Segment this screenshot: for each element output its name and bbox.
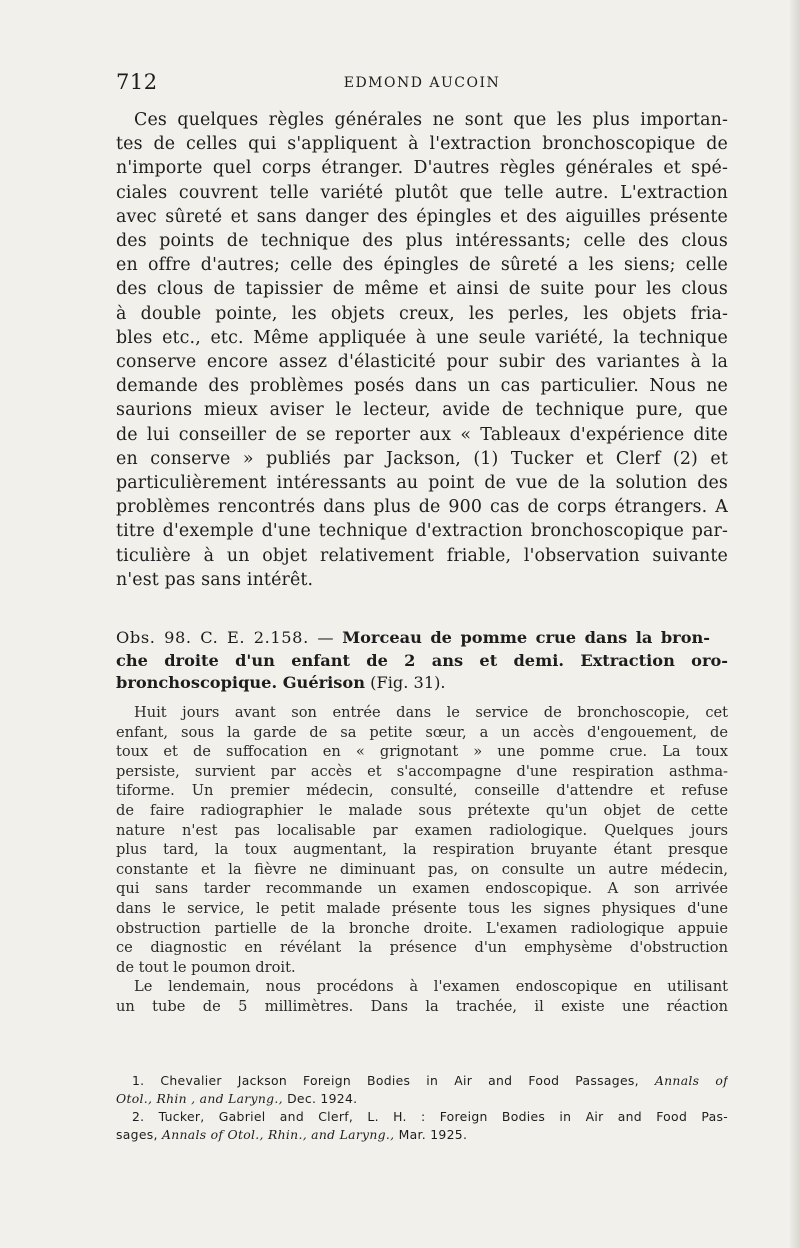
observation-title: Morceau de pomme crue dans la bron- xyxy=(342,628,710,647)
body-line: à double pointe, les objets creux, les perles, les objets fria- xyxy=(116,303,728,324)
body-line: en conserve » publiés par Jackson, (1) Tucker et Clerf (2) et xyxy=(116,448,728,469)
page-number: 712 xyxy=(116,70,158,94)
case-report xyxy=(116,703,728,1017)
observation-line xyxy=(116,627,710,650)
observation-ref: Obs. 98. C. E. 2.158. — xyxy=(116,628,335,647)
observation-heading xyxy=(116,627,728,695)
body-line: ticulière à un objet relativement friable, l'observation suivante xyxy=(116,545,728,566)
case-line: un tube de 5 millimètres. Dans la trachée, il existe une réaction xyxy=(116,997,728,1015)
observation-line: che droite d'un enfant de 2 ans et demi. Extraction oro- xyxy=(116,650,728,670)
figure-reference: (Fig. 31). xyxy=(370,673,446,692)
body-line: des clous de tapissier de même et ainsi de suite pour les clous xyxy=(116,279,728,300)
case-line: de tout le poumon droit. xyxy=(116,958,296,976)
case-line: tiforme. Un premier médecin, consulté, conseille d'attendre et refuse xyxy=(116,782,728,800)
body-line: en offre d'autres; celle des épingles de sûreté a les siens; celle xyxy=(116,255,728,276)
body-line: avec sûreté et sans danger des épingles et des aiguilles présente xyxy=(116,206,728,227)
running-head: EDMOND AUCOIN xyxy=(343,75,501,91)
footnote-2-cont: sages, Annals of Otol., Rhin., and Laryng., Mar. 1925. xyxy=(116,1127,468,1142)
footnote-1: 1. Chevalier Jackson Foreign Bodies in Air and Food Passages, Annals of xyxy=(132,1073,728,1088)
case-line: enfant, sous la garde de sa petite sœur, a un accès d'engouement, de xyxy=(116,723,728,741)
body-line: saurions mieux aviser le lecteur, avide de technique pure, que xyxy=(116,400,728,421)
body-line: ciales couvrent telle variété plutôt que telle autre. L'extraction xyxy=(116,182,728,203)
case-line: Huit jours avant son entrée dans le service de bronchoscopie, cet xyxy=(134,704,728,721)
case-line: toux et de suffocation en « grignotant » une pomme crue. La toux xyxy=(116,743,728,761)
case-line: plus tard, la toux augmentant, la respiration bruyante étant presque xyxy=(116,841,728,859)
body-line: titre d'exemple d'une technique d'extraction bronchoscopique par- xyxy=(116,521,728,542)
case-line: de faire radiographier le malade sous prétexte qu'un objet de cette xyxy=(116,801,728,819)
footnote-1-cont: Otol., Rhin , and Laryng., Dec. 1924. xyxy=(116,1091,358,1106)
case-line: persiste, survient par accès et s'accompagne d'une respiration asthma- xyxy=(116,762,728,780)
body-line: bles etc., etc. Même appliquée à une seule variété, la technique xyxy=(116,327,728,348)
footnotes xyxy=(116,1072,728,1144)
body-line: de lui conseiller de se reporter aux « Tableaux d'expérience dite xyxy=(116,424,728,445)
observation-line: bronchoscopique. Guérison (Fig. 31). xyxy=(116,673,446,692)
case-line: ce diagnostic en révélant la présence d'un emphysème d'obstruction xyxy=(116,939,728,957)
body-line: problèmes rencontrés dans plus de 900 cas de corps étrangers. A xyxy=(116,497,728,518)
body-line: des points de technique des plus intéressants; celle des clous xyxy=(116,231,728,252)
page-header xyxy=(116,70,728,100)
case-line: qui sans tarder recommande un examen endoscopique. A son arrivée xyxy=(116,880,728,898)
case-line: constante et la fièvre ne diminuant pas, on consulte un autre médecin, xyxy=(116,860,728,878)
body-line: demande des problèmes posés dans un cas particulier. Nous ne xyxy=(116,376,728,397)
case-line: Le lendemain, nous procédons à l'examen endoscopique en utilisant xyxy=(134,978,728,996)
footnote-2: 2. Tucker, Gabriel and Clerf, L. H. : Foreign Bodies in Air and Food Pas- xyxy=(132,1109,728,1124)
body-line: tes de celles qui s'appliquent à l'extraction bronchoscopique de xyxy=(116,134,728,155)
body-line: Ces quelques règles générales ne sont que les plus importan- xyxy=(134,110,728,130)
body-line: n'est pas sans intérêt. xyxy=(116,569,314,590)
body-line: particulièrement intéressants au point de vue de la solution des xyxy=(116,473,728,494)
page-edge xyxy=(790,0,800,1248)
body-line: n'importe quel corps étranger. D'autres règles générales et spé- xyxy=(116,158,728,179)
body-line: conserve encore assez d'élasticité pour subir des variantes à la xyxy=(116,352,728,373)
case-line: nature n'est pas localisable par examen radiologique. Quelques jours xyxy=(116,821,728,839)
case-line: obstruction partielle de la bronche droite. L'examen radiologique appuie xyxy=(116,919,728,937)
body-paragraph xyxy=(116,108,728,592)
case-line: dans le service, le petit malade présente tous les signes physiques d'une xyxy=(116,899,728,917)
